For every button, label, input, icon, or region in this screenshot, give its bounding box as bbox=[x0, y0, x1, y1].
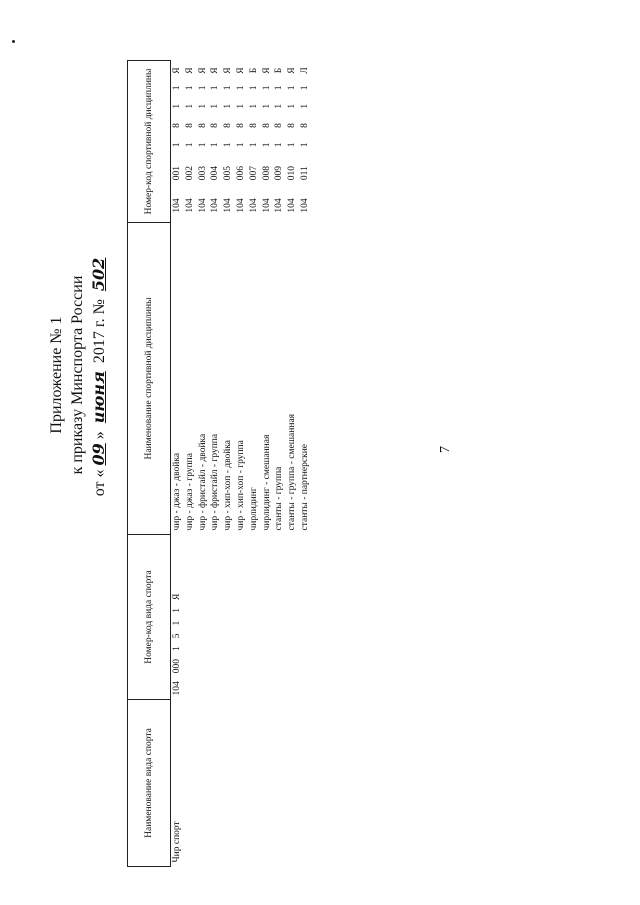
discipline-code-segment: 8 bbox=[299, 123, 310, 128]
discipline-code-segment: 1 bbox=[184, 85, 195, 91]
sport-name-cell: Чир спорт bbox=[172, 821, 182, 863]
discipline-code-segment: 1 bbox=[274, 103, 285, 109]
discipline-code-segment: 8 bbox=[261, 123, 272, 128]
discipline-code-segment: 1 bbox=[299, 142, 310, 148]
discipline-code-cell bbox=[184, 61, 197, 223]
discipline-code-segment: 008 bbox=[261, 166, 272, 181]
sport-name-cell bbox=[273, 700, 286, 867]
discipline-code-segment: 1 bbox=[223, 85, 234, 91]
discipline-code-segment: Б bbox=[274, 67, 285, 74]
sport-name-cell bbox=[261, 700, 274, 867]
discipline-code-segment: 8 bbox=[223, 123, 234, 128]
appendix-title: Приложение № 1 bbox=[48, 316, 65, 434]
discipline-code-cell bbox=[235, 61, 248, 223]
discipline-code-segment: 104 bbox=[274, 198, 285, 213]
discipline-code-cell bbox=[248, 61, 261, 223]
table-row bbox=[286, 61, 299, 867]
appendix-header bbox=[46, 165, 110, 585]
discipline-code-segment: 1 bbox=[248, 103, 259, 109]
sport-code-cell bbox=[235, 535, 248, 700]
handwritten-month: июня bbox=[89, 371, 108, 424]
discipline-code-segment: Я bbox=[210, 67, 221, 74]
discipline-code-segment: Я bbox=[261, 67, 272, 74]
discipline-code-segment: 8 bbox=[210, 123, 221, 128]
discipline-name-cell: чир - джаз - группа bbox=[184, 453, 195, 531]
discipline-code-segment: 1 bbox=[223, 142, 234, 148]
header-sport-code: Номер-код вида спорта bbox=[128, 535, 171, 700]
discipline-code-segment: 1 bbox=[172, 103, 182, 109]
sport-code-cell bbox=[261, 535, 274, 700]
sport-code-segment: 1 bbox=[172, 646, 182, 651]
header-sport-name: Наименование вида спорта bbox=[128, 700, 171, 867]
table-header-row bbox=[128, 61, 171, 867]
sport-code-cell bbox=[273, 535, 286, 700]
discipline-code-segment: 1 bbox=[248, 142, 259, 148]
discipline-code-segment: 1 bbox=[197, 103, 208, 109]
discipline-code-cell bbox=[209, 61, 222, 223]
discipline-code-cell bbox=[197, 61, 210, 223]
discipline-code-cell bbox=[222, 61, 235, 223]
discipline-code-segment: 8 bbox=[274, 123, 285, 128]
table-row bbox=[261, 61, 274, 867]
discipline-code-segment: 1 bbox=[274, 85, 285, 91]
discipline-name-cell: чир - фристайл - двойка bbox=[197, 433, 208, 531]
discipline-code-segment: 1 bbox=[287, 142, 298, 148]
discipline-code-segment: 1 bbox=[197, 85, 208, 91]
discipline-code-segment: 001 bbox=[172, 166, 182, 181]
discipline-name-cell: чирлидинг - смешанная bbox=[261, 434, 272, 531]
discipline-code-segment: 003 bbox=[197, 166, 208, 181]
appendix-date-line bbox=[88, 165, 110, 585]
sport-code-segment: 104 bbox=[172, 681, 182, 696]
table-row bbox=[273, 61, 286, 867]
table-row bbox=[171, 61, 184, 867]
sport-code-segment: 1 bbox=[172, 620, 182, 626]
discipline-name-cell: чирлидинг bbox=[248, 487, 259, 531]
sport-code-segment: Я bbox=[172, 593, 182, 600]
header-discipline-name: Наименование спортивной дисциплины bbox=[128, 223, 171, 535]
discipline-name-cell: чир - хип-хоп - двойка bbox=[223, 439, 234, 531]
discipline-code-segment: 1 bbox=[299, 103, 310, 109]
sport-code-cell bbox=[209, 535, 222, 700]
sport-name-cell bbox=[286, 700, 299, 867]
discipline-name-cell: станты - партнерские bbox=[299, 444, 310, 531]
discipline-code-segment: 1 bbox=[223, 103, 234, 109]
discipline-code-segment: 006 bbox=[235, 166, 246, 181]
sport-name-cell bbox=[209, 700, 222, 867]
discipline-code-segment: 1 bbox=[172, 85, 182, 91]
discipline-code-segment: Я bbox=[197, 67, 208, 74]
table-row bbox=[197, 61, 210, 867]
discipline-code-segment: 1 bbox=[287, 103, 298, 109]
header-discipline-code: Номер-код спортивной дисциплины bbox=[128, 61, 171, 223]
table-row bbox=[222, 61, 235, 867]
discipline-code-segment: 8 bbox=[235, 123, 246, 128]
discipline-code-segment: 104 bbox=[172, 198, 182, 213]
discipline-name-cell: чир - хип-хоп - группа bbox=[235, 440, 246, 531]
discipline-code-segment: 009 bbox=[274, 166, 285, 181]
discipline-code-segment: 011 bbox=[299, 166, 310, 181]
discipline-code-segment: 1 bbox=[197, 142, 208, 148]
discipline-code-segment: 104 bbox=[261, 198, 272, 213]
sport-name-cell bbox=[222, 700, 235, 867]
discipline-code-segment: 1 bbox=[184, 142, 195, 148]
sport-code-segment: 000 bbox=[172, 659, 182, 674]
discipline-code-segment: 002 bbox=[184, 166, 195, 181]
sport-name-cell bbox=[184, 700, 197, 867]
discipline-code-segment: 104 bbox=[299, 198, 310, 213]
discipline-code-segment: 1 bbox=[261, 85, 272, 91]
discipline-code-segment: 8 bbox=[287, 123, 298, 128]
discipline-name-cell: чир - фристайл - группа bbox=[210, 433, 221, 531]
table-row bbox=[209, 61, 222, 867]
table-row bbox=[235, 61, 248, 867]
handwritten-day: 09 bbox=[89, 443, 108, 466]
discipline-code-segment: 1 bbox=[261, 142, 272, 148]
discipline-code-segment: 1 bbox=[210, 142, 221, 148]
handwritten-order-number: 502 bbox=[89, 257, 108, 292]
sport-code-segment: 1 bbox=[172, 608, 182, 613]
appendix-order-reference: к приказу Минспорта России bbox=[69, 275, 86, 475]
discipline-code-segment: 8 bbox=[248, 123, 259, 128]
discipline-name-cell: станты - группа bbox=[274, 466, 285, 531]
discipline-code-segment: 104 bbox=[197, 198, 208, 213]
discipline-code-segment: 104 bbox=[287, 198, 298, 213]
discipline-code-segment: Я bbox=[235, 67, 246, 74]
discipline-code-segment: 8 bbox=[172, 123, 182, 128]
table-row bbox=[299, 61, 312, 867]
date-prefix: от « bbox=[91, 469, 108, 497]
sport-code-cell bbox=[299, 535, 312, 700]
discipline-code-segment: Я bbox=[287, 67, 298, 74]
sport-code-cell bbox=[184, 535, 197, 700]
table-body bbox=[171, 61, 312, 867]
sport-registry-table bbox=[127, 60, 312, 867]
discipline-code-segment: 1 bbox=[235, 85, 246, 91]
discipline-code-segment: 1 bbox=[287, 85, 298, 91]
discipline-name-cell: чир - джаз - двойка bbox=[172, 452, 182, 531]
sport-code-cell bbox=[171, 535, 184, 700]
discipline-code-segment: 8 bbox=[197, 123, 208, 128]
discipline-code-segment: Я bbox=[184, 67, 195, 74]
discipline-code-segment: 004 bbox=[210, 166, 221, 181]
sport-code-cell bbox=[222, 535, 235, 700]
table-row bbox=[184, 61, 197, 867]
discipline-code-segment: 1 bbox=[299, 85, 310, 91]
discipline-code-segment: 104 bbox=[235, 198, 246, 213]
discipline-code-segment: 1 bbox=[210, 85, 221, 91]
discipline-code-segment: 1 bbox=[210, 103, 221, 109]
date-quote: » bbox=[91, 431, 108, 440]
discipline-code-segment: 1 bbox=[274, 142, 285, 148]
sport-code-cell bbox=[248, 535, 261, 700]
discipline-code-segment: Л bbox=[299, 67, 310, 74]
discipline-code-segment: Я bbox=[223, 67, 234, 74]
discipline-code-cell bbox=[286, 61, 299, 223]
discipline-name-cell: станты - группа - смешанная bbox=[287, 413, 298, 531]
discipline-code-segment: 005 bbox=[223, 166, 234, 181]
discipline-code-segment: 1 bbox=[172, 142, 182, 148]
discipline-code-segment: 8 bbox=[184, 123, 195, 128]
discipline-code-segment: 1 bbox=[261, 103, 272, 109]
table-row bbox=[248, 61, 261, 867]
discipline-code-segment: 104 bbox=[248, 198, 259, 213]
discipline-code-segment: 007 bbox=[248, 166, 259, 181]
discipline-code-segment: Я bbox=[172, 67, 182, 74]
sport-code-segment: 5 bbox=[172, 633, 182, 639]
sport-name-cell bbox=[235, 700, 248, 867]
discipline-code-cell bbox=[299, 61, 312, 223]
sport-code-cell bbox=[286, 535, 299, 700]
page-number: 7 bbox=[438, 446, 453, 453]
discipline-code-cell bbox=[273, 61, 286, 223]
sport-name-cell bbox=[248, 700, 261, 867]
discipline-code-segment: 1 bbox=[184, 103, 195, 109]
discipline-code-segment: Б bbox=[248, 67, 259, 74]
discipline-code-cell bbox=[261, 61, 274, 223]
discipline-code-segment: 104 bbox=[223, 198, 234, 213]
sport-name-cell bbox=[299, 700, 312, 867]
sport-name-cell bbox=[197, 700, 210, 867]
date-year: 2017 г. № bbox=[91, 299, 108, 364]
discipline-code-segment: 010 bbox=[287, 166, 298, 181]
discipline-code-segment: 1 bbox=[235, 103, 246, 109]
discipline-code-segment: 1 bbox=[248, 85, 259, 91]
discipline-code-segment: 1 bbox=[235, 142, 246, 148]
discipline-code-segment: 104 bbox=[184, 198, 195, 213]
discipline-code-segment: 104 bbox=[210, 198, 221, 213]
discipline-code-cell bbox=[171, 61, 184, 223]
sport-code-cell bbox=[197, 535, 210, 700]
